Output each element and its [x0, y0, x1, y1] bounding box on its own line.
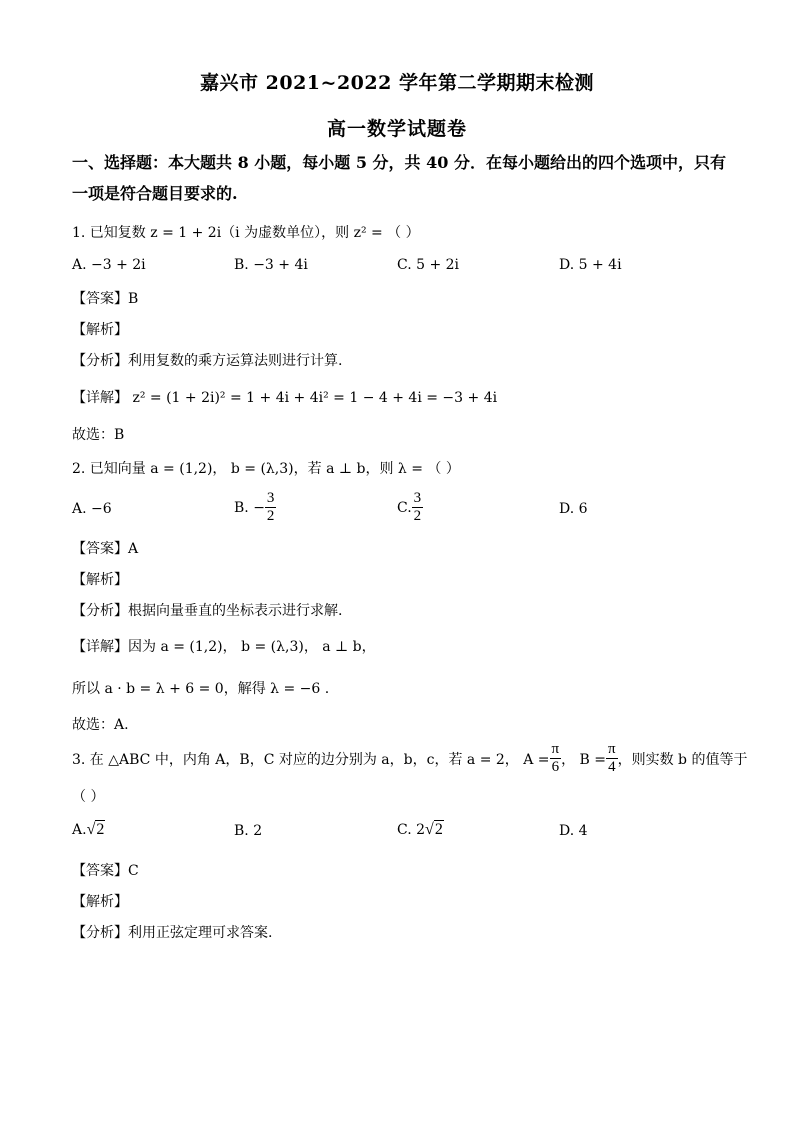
q3-stem-part1: 3. 在 △ABC 中，内角 A，B，C 对应的边分别为 a，b，c，若 a = 2， A = [72, 751, 550, 768]
q2-stem: 2. 已知向量 a = (1,2)， b = (λ,3)，若 a ⊥ b，则 λ = （ ） [72, 461, 460, 477]
q3-analysis-label: 【解析】 [72, 894, 128, 910]
q1-fenxi: 【分析】利用复数的乘方运算法则进行计算. [72, 353, 343, 369]
q2-conclusion: 故选：A. [72, 717, 129, 733]
q2-option-b-fraction [265, 490, 277, 525]
q3-paren: （ ） [72, 789, 105, 805]
q3-option-a [72, 821, 105, 839]
exam-subtitle: 高一数学试题卷 [326, 118, 467, 140]
q2-option-b-numerator: 3 [266, 490, 275, 506]
q1-stem: 1. 已知复数 z = 1 + 2i（i 为虚数单位），则 z² = （ ） [72, 225, 420, 241]
q2-answer: 【答案】A [72, 541, 139, 557]
q1-answer: 【答案】B [72, 291, 139, 307]
section-heading-line2: 一项是符合题目要求的. [72, 184, 238, 203]
q3-stem [72, 741, 747, 776]
q1-conclusion: 故选：B [72, 427, 125, 443]
q3-angle-a-denominator: 6 [551, 759, 560, 775]
q2-option-c-label: C. [397, 499, 412, 516]
section-heading-line1: 一、选择题：本大题共 8 小题，每小题 5 分，共 40 分．在每小题给出的四个选项中，只有 [72, 153, 726, 172]
q2-option-c [397, 490, 423, 525]
q2-fenxi: 【分析】根据向量垂直的坐标表示进行求解. [72, 603, 343, 619]
q3-option-c-radicand: 2 [434, 821, 443, 838]
q1-option-a: A. −3 + 2i [72, 257, 146, 273]
q2-xiangjie: 【详解】因为 a = (1,2)， b = (λ,3)， a ⊥ b， [72, 639, 376, 655]
q1-option-b: B. −3 + 4i [234, 257, 308, 273]
q3-stem-part3: ，则实数 b 的值等于 [617, 751, 748, 768]
q1-analysis-label: 【解析】 [72, 322, 128, 338]
q3-option-a-radicand: 2 [96, 821, 105, 838]
q3-option-d: D. 4 [559, 823, 588, 839]
q3-option-a-label: A. [72, 822, 87, 838]
q2-option-b-denominator: 2 [266, 508, 275, 524]
q1-option-c: C. 5 + 2i [397, 257, 460, 273]
q3-stem-part2: ， B = [561, 751, 607, 768]
q2-option-a: A. −6 [72, 501, 112, 517]
q2-option-b [234, 490, 276, 525]
q2-step2: 所以 a · b = λ + 6 = 0，解得 λ = −6 . [72, 681, 330, 697]
q3-option-a-sqrt: √2 [86, 821, 105, 838]
q3-option-c-label: C. 2 [397, 822, 426, 838]
q3-option-c [397, 821, 444, 839]
q3-angle-b-fraction [606, 741, 618, 776]
q3-option-c-sqrt: √2 [425, 821, 443, 838]
q3-angle-b-numerator: π [608, 741, 616, 757]
q2-option-b-label: B. − [234, 499, 265, 516]
q2-analysis-label: 【解析】 [72, 572, 128, 588]
q3-angle-a-fraction [550, 741, 562, 776]
q2-option-c-numerator: 3 [413, 490, 422, 506]
q3-fenxi: 【分析】利用正弦定理可求答案. [72, 925, 273, 941]
q1-xiangjie: 【详解】 z² = (1 + 2i)² = 1 + 4i + 4i² = 1 − 4 + 4i = −3 + 4i [72, 390, 498, 406]
q2-option-d: D. 6 [559, 501, 588, 517]
q3-angle-b-denominator: 4 [608, 759, 616, 775]
q3-answer: 【答案】C [72, 863, 139, 879]
exam-title: 嘉兴市 2021~2022 学年第二学期期末检测 [200, 72, 594, 94]
q1-option-d: D. 5 + 4i [559, 257, 622, 273]
q3-option-b: B. 2 [234, 823, 263, 839]
q3-angle-a-numerator: π [551, 741, 560, 757]
q2-option-c-fraction [412, 490, 424, 525]
q2-option-c-denominator: 2 [413, 508, 422, 524]
